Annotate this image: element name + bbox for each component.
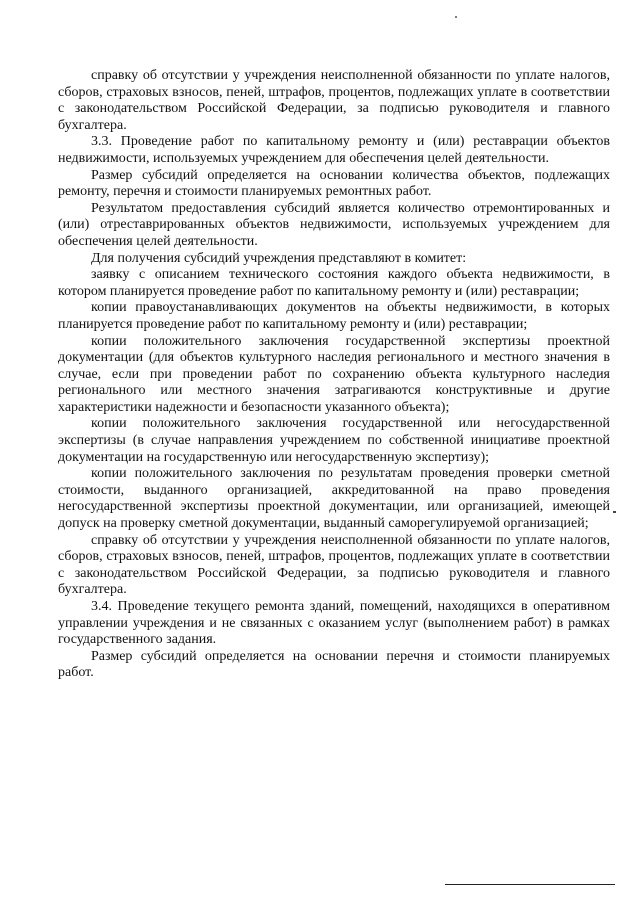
paragraph-3-4-heading: 3.4. Проведение текущего ремонта зданий, помещений, находящихся в оперативном управлении учреждения и не связанных с оказанием услуг (выполнением работ) в рамках государственного задания. [58, 599, 610, 648]
paragraph-3-3-heading: 3.3. Проведение работ по капитальному ремонту и (или) реставрации объектов недвижимости, используемых учреждением для обеспечения целей деятельности. [58, 134, 610, 166]
list-item-estimate-check: копии положительного заключения по результатам проведения проверки сметной стоимости, выданного организацией, аккредитованной на право проведения негосударственной экспертизы проектной документации, или организацией, имеющей допуск на проверку сметной документации, выданный саморегулируемой организацией; [58, 466, 610, 532]
paragraph-subsidy-size: Размер субсидий определяется на основании количества объектов, подлежащих ремонту, перечня и стоимости планируемых ремонтных работ. [58, 167, 610, 200]
margin-mark [613, 511, 616, 513]
list-item-certificate-no-debts: справку об отсутствии у учреждения неисполненной обязанности по уплате налогов, сборов, страховых взносов, пеней, штрафов, процентов, подлежащих уплате в соответствии с законодательством Российской Федерации, за подписью руководителя и главного бухгалтера. [58, 532, 610, 598]
paragraph-result: Результатом предоставления субсидий является количество отремонтированных и (или) отреставрированных объектов недвижимости, используемых учреждением для обеспечения целей деятельности. [58, 200, 610, 249]
document-body [58, 68, 610, 682]
list-item-non-state-expertise: копии положительного заключения государственной или негосударственной экспертизы (в случае направления учреждением по собственной инициативе проектной документации на государственную или негосударственную экспертизу); [58, 416, 610, 465]
scan-speck [455, 16, 457, 18]
list-item-application: заявку с описанием технического состояния каждого объекта недвижимости, в котором планируется проведение работ по капитальному ремонту и (или) реставрации; [58, 267, 610, 299]
paragraph-subsidy-size-3-4: Размер субсидий определяется на основании перечня и стоимости планируемых работ. [58, 648, 610, 681]
list-item-title-documents: копии правоустанавливающих документов на объекты недвижимости, в которых планируется проведение работ по капитальному ремонту и (или) реставрации; [58, 300, 610, 332]
footer-rule [445, 884, 615, 885]
list-item-state-expertise: копии положительного заключения государственной экспертизы проектной документации (для объектов культурного наследия регионального и местного значения в случае, если при проведении работ по сохранению объекта культурного наследия регионального или местного значения затрагиваются конструктивные и другие характеристики надежности и безопасности указанного объекта); [58, 333, 610, 415]
paragraph-certificate-no-debts: справку об отсутствии у учреждения неисполненной обязанности по уплате налогов, сборов, страховых взносов, пеней, штрафов, процентов, подлежащих уплате в соответствии с законодательством Российской Федерации, за подписью руководителя и главного бухгалтера. [58, 68, 610, 133]
paragraph-documents-intro: Для получения субсидий учреждения представляют в комитет: [91, 250, 467, 266]
